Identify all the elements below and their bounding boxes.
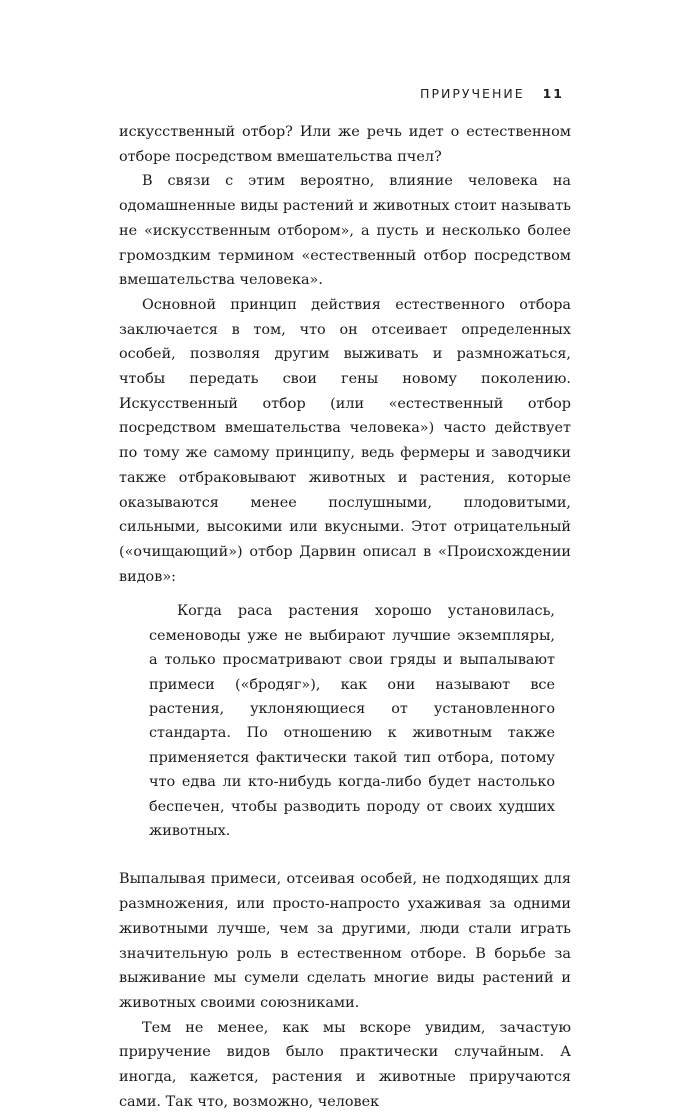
block-quote: [149, 599, 555, 843]
paragraph-4: Выпалывая примеси, отсеивая особей, не подходящих для размножения, или просто-напросто ухаживая за одними животными лучше, чем за другими, люди стали играть значительную роль в естественном отборе. В борьбе за выживание мы сумели сделать многие виды растений и животных своими союзниками.: [119, 871, 571, 1011]
paragraph-2: В связи с этим вероятно, влияние человека на одомашненные виды растений и животных стоит называть не «искусственным отбором», а пусть и несколько более громоздким термином «естественный отбор посредством вмешательства человека».: [119, 173, 571, 289]
paragraph-1: искусственный отбор? Или же речь идет о естественном отборе посредством вмешательства пчел?: [119, 124, 571, 165]
paragraph-5: Тем не менее, как мы вскоре увидим, зачастую приручение видов было практически случайным. А иногда, кажется, растения и животные приручаются сами. Так что, возможно, человек: [119, 1019, 571, 1110]
running-header: [420, 86, 564, 101]
page-number: 11: [542, 86, 564, 101]
quote-text: Когда раса растения хорошо установилась, семеноводы уже не выбирают лучшие экземпляры, а только просматривают свои гряды и выпалывают примеси («бродяг»), как они называют все растения, уклоняющиеся от установленного стандарта. По отношению к животным также применяется фактически такой тип отбора, потому что едва ли кто-нибудь когда-либо будет настолько беспечен, чтобы разводить породу от своих худших животных.: [149, 603, 555, 840]
main-text: [119, 120, 571, 1114]
chapter-title: ПРИРУЧЕНИЕ: [420, 86, 525, 101]
paragraph-3: Основной принцип действия естественного отбора заключается в том, что он отсеивает определенных особей, позволяя другим выживать и размножаться, чтобы передать свои гены новому поколению. Искусственный отбор (или «естественный отбор посредством вмешательства человека») часто действует по тому же самому принципу, ведь фермеры и заводчики также отбраковывают животных и растения, которые оказываются менее послушными, плодовитыми, сильными, высокими или вкусными. Этот отрицательный («очищающий») отбор Дарвин описал в «Происхождении видов»:: [119, 296, 571, 585]
